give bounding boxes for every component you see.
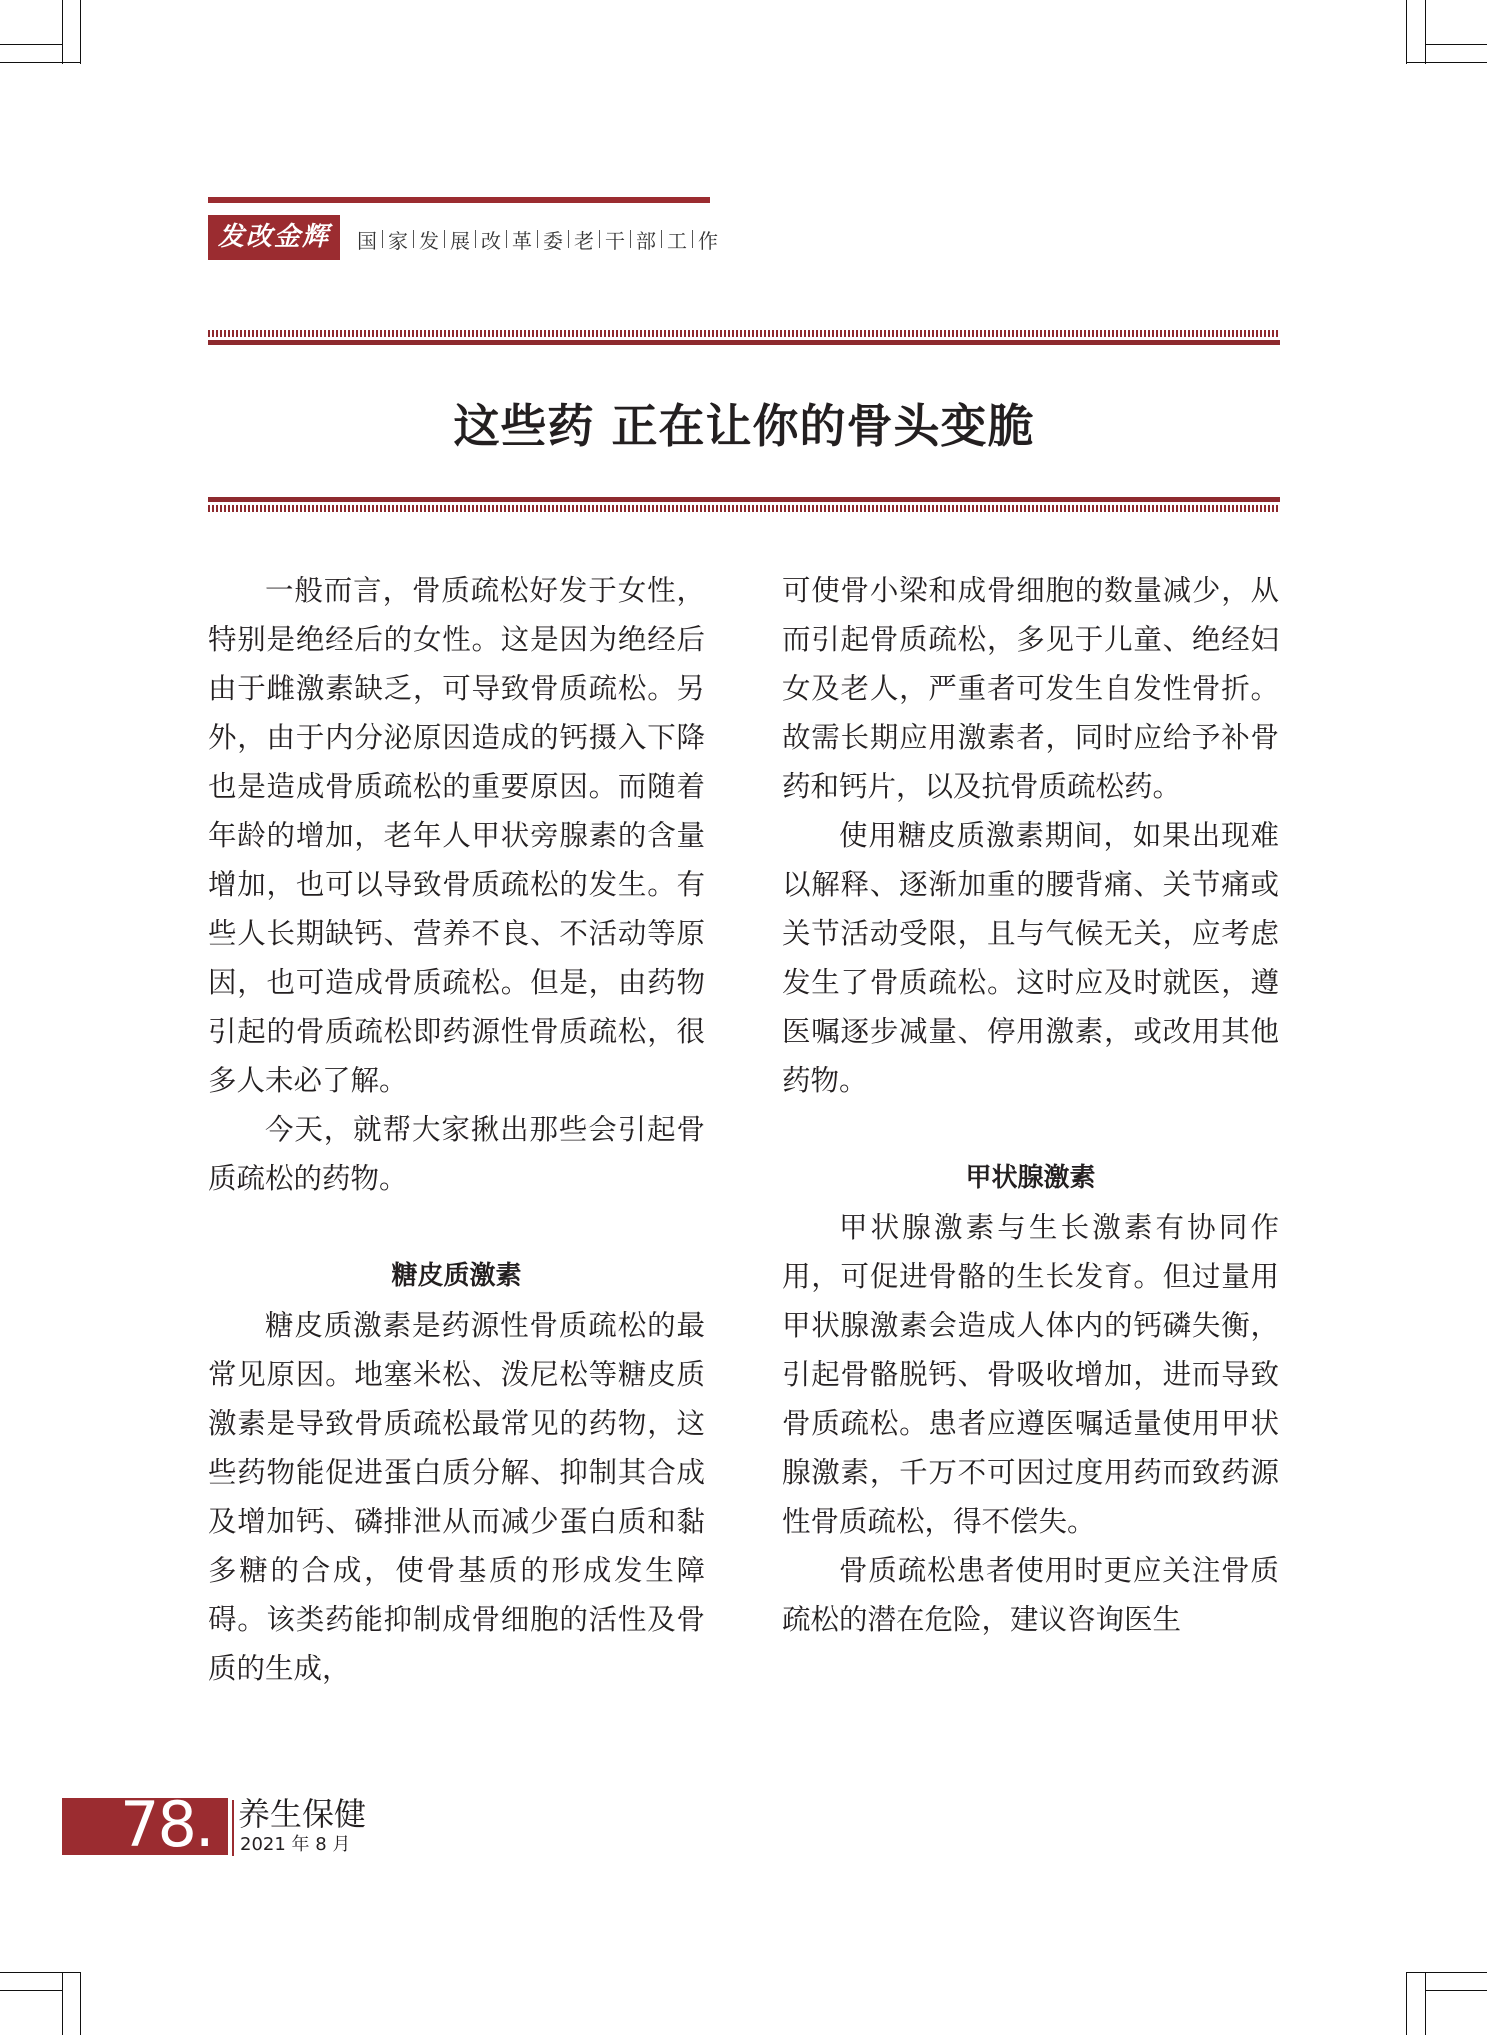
column-logo: 发改金辉 <box>208 215 340 260</box>
crop-mark <box>0 1972 80 1973</box>
footer-divider <box>232 1800 234 1856</box>
crop-mark <box>1406 62 1487 63</box>
column-subtitle <box>354 224 721 254</box>
subtitle-char: 委 <box>543 228 563 253</box>
subtitle-char: 改 <box>481 228 501 253</box>
char-separator <box>568 230 569 248</box>
subtitle-char: 老 <box>574 228 594 253</box>
char-separator <box>537 230 538 248</box>
paragraph: 一般而言，骨质疏松好发于女性，特别是绝经后的女性。这是因为绝经后由于雌激素缺乏，可导致骨质疏松。另外，由于内分泌原因造成的钙摄入下降也是造成骨质疏松的重要原因。而随着年龄的增加，老年人甲状旁腺素的含量增加，也可以导致骨质疏松的发生。有些人长期缺钙、营养不良、不活动等原因，也可造成骨质疏松。但是，由药物引起的骨质疏松即药源性骨质疏松，很多人未必了解。 <box>208 574 705 1097</box>
crop-mark <box>80 0 81 64</box>
crop-mark <box>0 44 62 45</box>
char-separator <box>506 230 507 248</box>
char-separator <box>413 230 414 248</box>
subtitle-char: 发 <box>419 228 439 253</box>
crop-mark <box>62 1972 63 2035</box>
page-number-digits: 78 <box>120 1788 195 1861</box>
char-separator <box>444 230 445 248</box>
subtitle-char: 国 <box>357 228 377 253</box>
paragraph: 甲状腺激素与生长激素有协同作用，可促进骨骼的生长发育。但过量用甲状腺激素会造成人体内的钙磷失衡，引起骨骼脱钙、骨吸收增加，进而导致骨质疏松。患者应遵医嘱适量使用甲状腺激素，千万不可因过度用药而致药源性骨质疏松，得不偿失。 <box>782 1211 1279 1538</box>
crop-mark <box>1425 0 1426 64</box>
char-separator <box>382 230 383 248</box>
paragraph: 使用糖皮质激素期间，如果出现难以解释、逐渐加重的腰背痛、关节痛或关节活动受限，且与气候无关，应考虑发生了骨质疏松。这时应及时就医，遵医嘱逐步减量、停用激素，或改用其他药物。 <box>782 819 1279 1097</box>
char-separator <box>692 230 693 248</box>
subtitle-char: 部 <box>636 228 656 253</box>
crop-mark <box>1406 1972 1487 1973</box>
char-separator <box>630 230 631 248</box>
article-title: 这些药 正在让你的骨头变脆 <box>453 399 1035 453</box>
section-heading: 甲状腺激素 <box>965 1163 1096 1193</box>
char-separator <box>661 230 662 248</box>
page-number-dot: . <box>194 1788 213 1861</box>
header-rule <box>208 197 710 203</box>
crop-mark <box>1406 0 1407 64</box>
crop-mark <box>1425 44 1487 45</box>
char-separator <box>475 230 476 248</box>
crop-mark <box>1425 1972 1426 2035</box>
subtitle-char: 革 <box>512 228 532 253</box>
text-column-right <box>782 566 1279 1644</box>
title-rule-top <box>208 330 1280 345</box>
subtitle-char: 家 <box>388 228 408 253</box>
page-number <box>120 1790 213 1860</box>
char-separator <box>599 230 600 248</box>
magazine-name: 养生保健 <box>238 1795 367 1833</box>
subtitle-char: 干 <box>605 228 625 253</box>
paragraph: 骨质疏松患者使用时更应关注骨质疏松的潜在危险，建议咨询医生 <box>782 1554 1279 1636</box>
subtitle-char: 工 <box>667 228 687 253</box>
crop-mark <box>62 0 63 64</box>
subtitle-char: 展 <box>450 228 470 253</box>
text-column-left <box>208 566 705 1693</box>
paragraph: 可使骨小梁和成骨细胞的数量减少，从而引起骨质疏松，多见于儿童、绝经妇女及老人，严重者可发生自发性骨折。故需长期应用激素者，同时应给予补骨药和钙片，以及抗骨质疏松药。 <box>782 574 1279 803</box>
crop-mark <box>0 1990 62 1991</box>
subtitle-char: 作 <box>698 228 718 253</box>
crop-mark <box>1425 1990 1487 1991</box>
crop-mark <box>80 1972 81 2035</box>
issue-date: 2021 年 8 月 <box>240 1834 351 1855</box>
paragraph: 今天，就帮大家揪出那些会引起骨质疏松的药物。 <box>208 1113 705 1195</box>
crop-mark <box>0 62 80 63</box>
paragraph: 糖皮质激素是药源性骨质疏松的最常见原因。地塞米松、泼尼松等糖皮质激素是导致骨质疏松最常见的药物，这些药物能促进蛋白质分解、抑制其合成及增加钙、磷排泄从而减少蛋白质和黏多糖的合成，使骨基质的形成发生障碍。该类药能抑制成骨细胞的活性及骨质的生成， <box>208 1309 705 1685</box>
crop-mark <box>1406 1972 1407 2035</box>
section-heading: 糖皮质激素 <box>391 1261 522 1291</box>
title-rule-bottom <box>208 497 1280 512</box>
